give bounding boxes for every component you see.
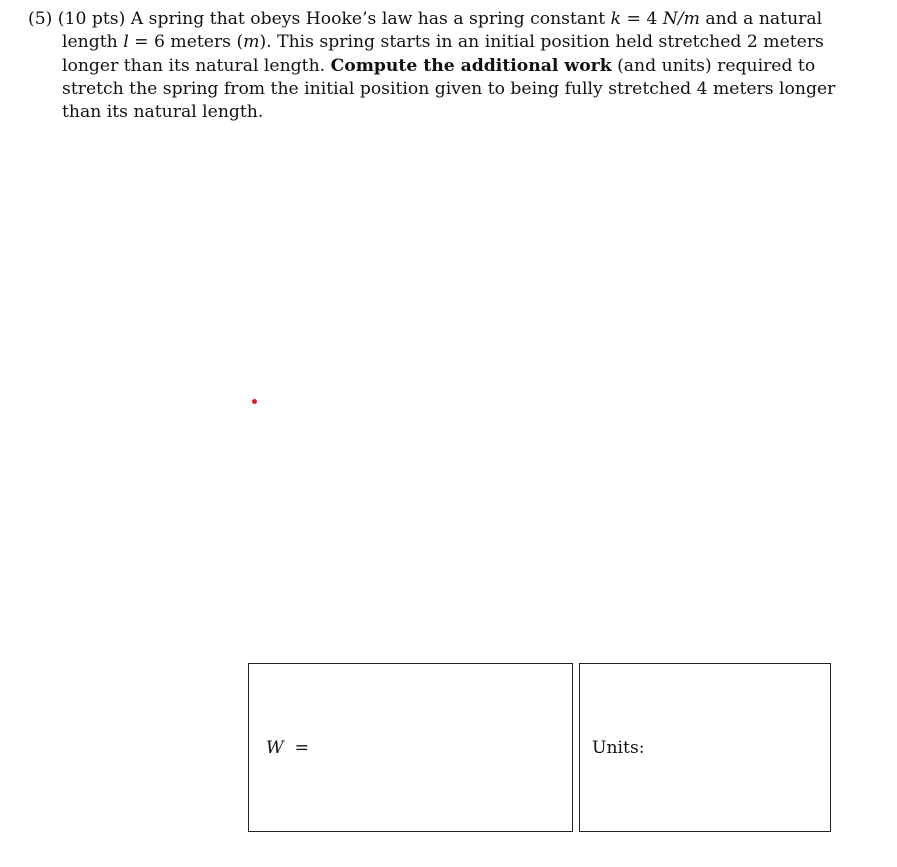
work-variable: W	[266, 738, 284, 758]
bold-instruction: Compute the additional work	[330, 55, 612, 76]
units-answer-box[interactable]	[579, 663, 831, 832]
problem-text: (and units) required to	[611, 55, 816, 76]
problem-line-1	[0, 8, 897, 31]
problem-text: than its natural length.	[62, 102, 264, 123]
problem-statement	[0, 8, 897, 124]
problem-text: = 6 meters (	[128, 32, 244, 53]
natural-length-symbol: l	[123, 32, 129, 53]
problem-line-5	[0, 101, 897, 124]
problem-line-4	[0, 78, 897, 101]
problem-text: = 4	[621, 9, 663, 29]
red-dot-marker	[252, 399, 257, 404]
problem-text: ). This spring starts in an initial position held stretched 2 meters	[259, 32, 824, 53]
spring-constant-symbol: k	[610, 9, 622, 29]
problem-text: length	[62, 32, 124, 53]
unit-symbol: m	[243, 32, 260, 53]
problem-line-2	[0, 31, 897, 54]
units-label: Units:	[592, 738, 645, 758]
problem-text: stretch the spring from the initial position given to being fully stretched 4 meters longer	[62, 78, 836, 99]
problem-text: longer than its natural length.	[62, 55, 331, 76]
problem-text: and a natural	[699, 9, 823, 29]
work-label	[266, 738, 309, 758]
problem-text: (5) (10 pts) A spring that obeys Hooke’s law has a spring constant	[28, 9, 611, 29]
equals-sign: =	[294, 738, 310, 758]
unit-symbol: N/m	[662, 9, 700, 29]
problem-line-3	[0, 55, 897, 78]
work-answer-box[interactable]	[248, 663, 573, 832]
